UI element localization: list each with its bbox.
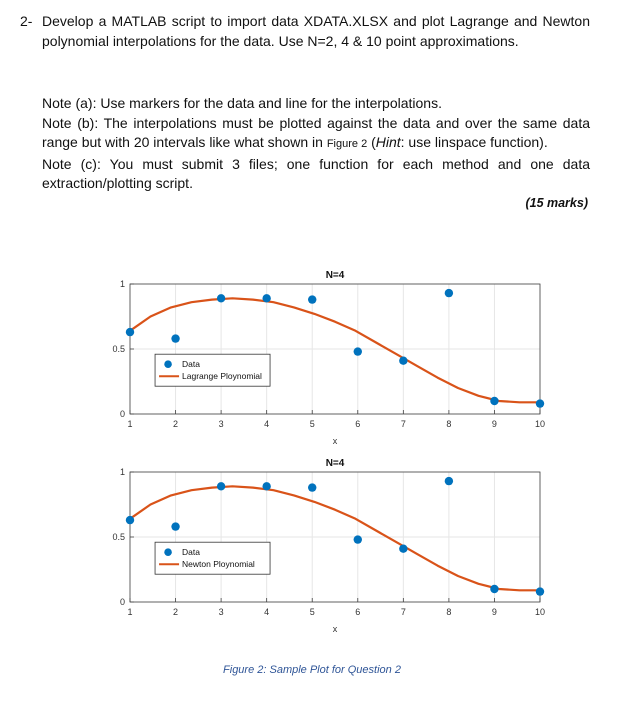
y-tick-label: 1 <box>119 279 125 289</box>
data-point <box>217 482 225 490</box>
data-point <box>217 294 225 302</box>
note-b-text: Note (b): The interpolations must be plotted against the data and over the same data range but with 20 intervals like what shown in <box>42 114 590 150</box>
data-point <box>354 535 362 543</box>
x-tick-label: 3 <box>218 419 224 429</box>
legend-data-label: Data <box>182 547 201 558</box>
x-tick-label: 5 <box>309 419 315 429</box>
hint-label: Hint <box>375 134 401 150</box>
x-tick-label: 4 <box>264 419 270 429</box>
x-tick-label: 6 <box>355 419 361 429</box>
figure-reference: Figure 2 <box>326 138 368 150</box>
y-tick-label: 0 <box>119 409 125 419</box>
x-tick-label: 3 <box>218 607 224 617</box>
legend-data-marker <box>164 548 172 556</box>
y-tick-label: 0.5 <box>112 344 125 354</box>
data-point <box>490 397 498 405</box>
y-tick-label: 0.5 <box>112 532 125 542</box>
data-point <box>171 522 179 530</box>
data-point <box>399 545 407 553</box>
chart-title: N=4 <box>325 270 345 281</box>
data-point <box>536 399 544 407</box>
hint-open: ( <box>371 134 376 150</box>
x-tick-label: 8 <box>446 607 452 617</box>
legend-data-label: Data <box>182 359 201 370</box>
data-point <box>536 587 544 595</box>
x-tick-label: 1 <box>127 607 133 617</box>
data-point <box>308 483 316 491</box>
data-point <box>399 357 407 365</box>
figure-caption: Figure 2: Sample Plot for Question 2 <box>223 664 401 676</box>
question-body: Develop a MATLAB script to import data XDATA.XLSX and plot Lagrange and Newton polynomial interpolations for the data. Use N=2, 4 & 10 point approximations. <box>42 13 590 49</box>
x-axis-label: x <box>332 624 338 634</box>
legend-box <box>155 542 270 574</box>
x-tick-label: 4 <box>264 607 270 617</box>
note-b <box>42 114 590 155</box>
data-point <box>262 294 270 302</box>
x-tick-label: 7 <box>400 607 406 617</box>
data-point <box>490 585 498 593</box>
notes-block <box>42 94 590 194</box>
legend-data-marker <box>164 360 172 368</box>
note-a: Note (a): Use markers for the data and line for the interpolations. <box>42 95 442 111</box>
x-tick-label: 10 <box>534 607 546 617</box>
data-point <box>445 289 453 297</box>
question-number: 2- <box>20 13 33 29</box>
note-c: Note (c): You must submit 3 files; one function for each method and one data extraction/plotting script. <box>42 155 590 191</box>
x-axis-label: x <box>332 436 338 446</box>
x-tick-label: 10 <box>534 419 546 429</box>
x-tick-label: 2 <box>173 607 179 617</box>
data-point <box>308 295 316 303</box>
legend-line-label: Newton Ploynomial <box>182 559 255 570</box>
marks-label: (15 marks) <box>525 196 588 210</box>
chart-title: N=4 <box>325 458 345 469</box>
data-point <box>126 328 134 336</box>
hint-text: : use linspace function). <box>400 134 548 150</box>
lagrange-plot <box>95 262 555 456</box>
data-point <box>171 334 179 342</box>
data-point <box>262 482 270 490</box>
x-tick-label: 6 <box>355 607 361 617</box>
data-point <box>126 516 134 524</box>
y-tick-label: 1 <box>119 467 125 477</box>
x-tick-label: 7 <box>400 419 406 429</box>
x-tick-label: 8 <box>446 419 452 429</box>
legend-box <box>155 354 270 386</box>
question-text <box>20 12 590 51</box>
x-tick-label: 1 <box>127 419 133 429</box>
data-point <box>354 347 362 355</box>
x-tick-label: 2 <box>173 419 179 429</box>
data-point <box>445 477 453 485</box>
y-tick-label: 0 <box>119 597 125 607</box>
legend-line-label: Lagrange Ploynomial <box>182 371 262 382</box>
x-tick-label: 9 <box>491 419 497 429</box>
newton-plot <box>95 450 555 644</box>
x-tick-label: 5 <box>309 607 315 617</box>
x-tick-label: 9 <box>491 607 497 617</box>
